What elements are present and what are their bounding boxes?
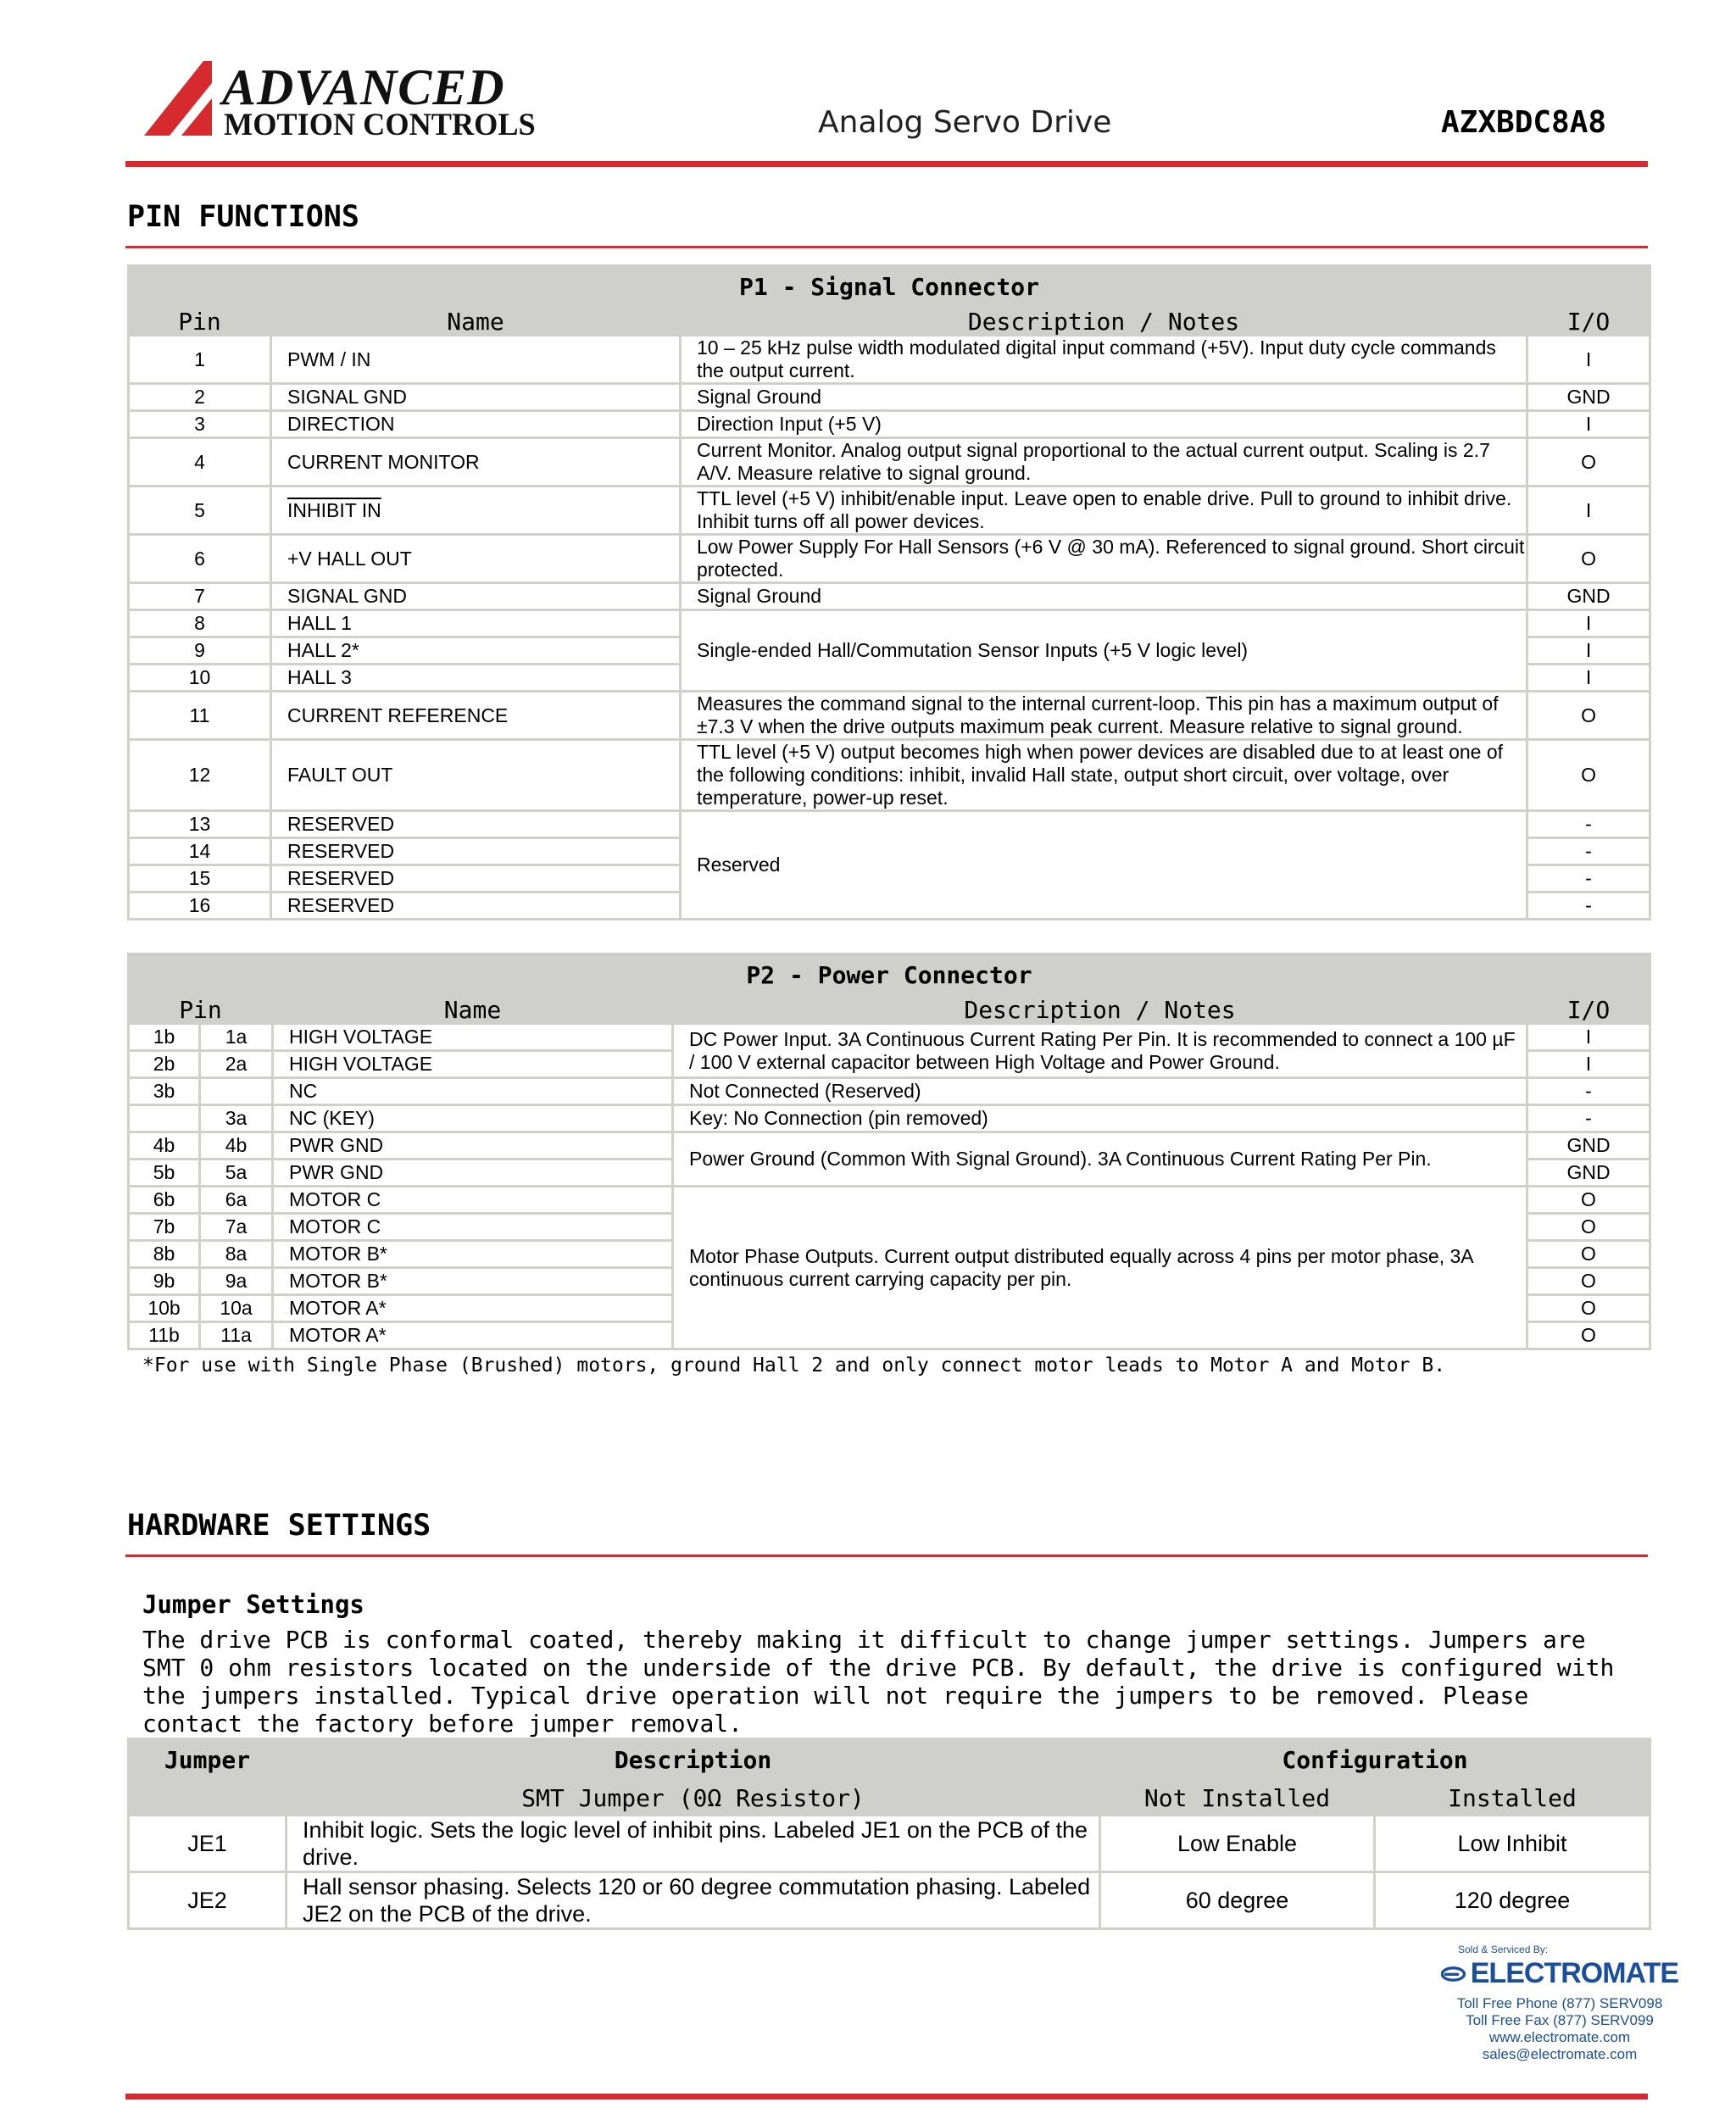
- jumper-cell: JE1: [129, 1816, 287, 1872]
- table-row: [129, 384, 1650, 411]
- io-cell: -: [1527, 1105, 1650, 1132]
- section-title-hardware-settings: HARDWARE SETTINGS: [127, 1509, 431, 1543]
- io-cell: O: [1527, 740, 1650, 811]
- name-cell: RESERVED: [271, 811, 681, 838]
- pin-b-cell: 11b: [129, 1322, 200, 1349]
- inhibit-in-label: INHIBIT IN: [287, 498, 381, 521]
- name-cell: HALL 1: [271, 610, 681, 637]
- description-cell: Signal Ground: [681, 384, 1527, 411]
- jumper-settings-intro: The drive PCB is conformal coated, thereby making it difficult to change jumper settings. Jumpers are SMT 0 ohm resistors located on the underside of the drive PCB. By default, the drive is configured with the jumpers installed. Typical drive operation will not require the jumpers to be removed. Please contact the factory before jumper removal.: [142, 1626, 1615, 1738]
- installed-cell: Low Inhibit: [1375, 1816, 1650, 1872]
- name-cell: MOTOR B*: [273, 1241, 673, 1268]
- io-cell: O: [1527, 692, 1650, 740]
- table-row: [129, 1024, 1650, 1051]
- name-cell: RESERVED: [271, 838, 681, 865]
- pin-cell: 5: [129, 487, 271, 535]
- io-cell: -: [1527, 893, 1650, 920]
- pin-a-cell: 2a: [200, 1051, 273, 1078]
- description-cell: Signal Ground: [681, 583, 1527, 610]
- description-cell: Direction Input (+5 V): [681, 411, 1527, 438]
- column-header-description: Description: [287, 1739, 1100, 1783]
- pin-b-cell: 4b: [129, 1132, 200, 1160]
- table-row: [129, 411, 1650, 438]
- description-cell: Measures the command signal to the internal current-loop. This pin has a maximum output of ±7.3 V when the drive outputs maximum peak current. Measure relative to signal ground.: [681, 692, 1527, 740]
- pin-a-cell: 1a: [200, 1024, 273, 1051]
- io-cell: O: [1527, 535, 1650, 583]
- pin-a-cell: 4b: [200, 1132, 273, 1160]
- pin-cell: 7: [129, 583, 271, 610]
- column-header-description: Description / Notes: [681, 308, 1527, 336]
- description-cell: Not Connected (Reserved): [673, 1078, 1527, 1105]
- name-cell: MOTOR C: [273, 1187, 673, 1214]
- name-cell: PWR GND: [273, 1132, 673, 1160]
- description-cell: Current Monitor. Analog output signal proportional to the actual current output. Scaling is 2.7 A/V. Measure relative to signal ground.: [681, 438, 1527, 487]
- io-cell: O: [1527, 1322, 1650, 1349]
- electromate-swoosh-icon: [1441, 1961, 1466, 1987]
- pin-a-cell: 9a: [200, 1268, 273, 1295]
- description-cell: DC Power Input. 3A Continuous Current Rating Per Pin. It is recommended to connect a 100 µF / 100 V external capacitor between High Voltage and Power Ground.: [673, 1024, 1527, 1078]
- name-cell: MOTOR C: [273, 1214, 673, 1241]
- pin-a-cell: 11a: [200, 1322, 273, 1349]
- pin-b-cell: [129, 1105, 200, 1132]
- io-cell: -: [1527, 1078, 1650, 1105]
- p2-table-title: P2 - Power Connector: [129, 954, 1650, 996]
- distributor-badge: [1441, 1944, 1678, 2063]
- description-cell: TTL level (+5 V) inhibit/enable input. Leave open to enable drive. Pull to ground to inhibit drive. Inhibit turns off all power devices.: [681, 487, 1527, 535]
- io-cell: O: [1527, 1295, 1650, 1322]
- pin-cell: 2: [129, 384, 271, 411]
- io-cell: -: [1527, 811, 1650, 838]
- p2-footnote: *For use with Single Phase (Brushed) motors, ground Hall 2 and only connect motor leads to Motor A and Motor B.: [142, 1354, 1446, 1377]
- table-row: [129, 1078, 1650, 1105]
- table-row: [129, 610, 1650, 637]
- pin-cell: 4: [129, 438, 271, 487]
- pin-a-cell: [200, 1078, 273, 1105]
- distributor-phone: Toll Free Phone (877) SERV098: [1456, 1995, 1663, 2011]
- column-header-configuration: Configuration: [1100, 1739, 1650, 1783]
- name-cell: [271, 487, 681, 535]
- pin-cell: 1: [129, 336, 271, 384]
- io-cell: GND: [1527, 1132, 1650, 1160]
- column-header-io: I/O: [1527, 996, 1650, 1024]
- section-divider: [125, 1554, 1648, 1557]
- name-cell: RESERVED: [271, 865, 681, 893]
- io-cell: GND: [1527, 384, 1650, 411]
- not-installed-cell: Low Enable: [1100, 1816, 1375, 1872]
- description-cell: Inhibit logic. Sets the logic level of inhibit pins. Labeled JE1 on the PCB of the drive.: [287, 1816, 1100, 1872]
- column-subheader-installed: Installed: [1375, 1783, 1650, 1816]
- description-cell: Reserved: [681, 811, 1527, 920]
- pin-cell: 10: [129, 665, 271, 692]
- table-row: [129, 487, 1650, 535]
- pin-cell: 11: [129, 692, 271, 740]
- pin-b-cell: 6b: [129, 1187, 200, 1214]
- io-cell: I: [1527, 1051, 1650, 1078]
- logo-line-1: ADVANCED: [222, 59, 505, 115]
- io-cell: O: [1527, 1268, 1650, 1295]
- section-divider: [125, 246, 1648, 248]
- pin-cell: 8: [129, 610, 271, 637]
- name-cell: FAULT OUT: [271, 740, 681, 811]
- name-cell: MOTOR B*: [273, 1268, 673, 1295]
- jumper-cell: JE2: [129, 1872, 287, 1929]
- column-header-pin: Pin: [129, 308, 271, 336]
- pin-cell: 12: [129, 740, 271, 811]
- table-row: [129, 1816, 1650, 1872]
- company-logo: [144, 61, 568, 146]
- column-header-name: Name: [273, 996, 673, 1024]
- io-cell: I: [1527, 487, 1650, 535]
- name-cell: HALL 3: [271, 665, 681, 692]
- column-header-description: Description / Notes: [673, 996, 1527, 1024]
- name-cell: MOTOR A*: [273, 1295, 673, 1322]
- description-cell: Low Power Supply For Hall Sensors (+6 V @ 30 mA). Referenced to signal ground. Short circuit protected.: [681, 535, 1527, 583]
- name-cell: RESERVED: [271, 893, 681, 920]
- distributor-name: ELECTROMATE: [1470, 1957, 1678, 1989]
- installed-cell: 120 degree: [1375, 1872, 1650, 1929]
- table-row: [129, 336, 1650, 384]
- logo-line-2: MOTION CONTROLS: [224, 108, 536, 142]
- io-cell: I: [1527, 336, 1650, 384]
- column-header-pin: Pin: [129, 996, 273, 1024]
- pin-b-cell: 9b: [129, 1268, 200, 1295]
- header-divider: [125, 161, 1648, 167]
- name-cell: NC (KEY): [273, 1105, 673, 1132]
- description-cell: Key: No Connection (pin removed): [673, 1105, 1527, 1132]
- footer-divider: [125, 2094, 1648, 2100]
- io-cell: O: [1527, 1187, 1650, 1214]
- name-cell: CURRENT REFERENCE: [271, 692, 681, 740]
- table-row: [129, 740, 1650, 811]
- sold-by-label: Sold & Serviced By:: [1458, 1944, 1549, 1955]
- pin-a-cell: 7a: [200, 1214, 273, 1241]
- pin-a-cell: 8a: [200, 1241, 273, 1268]
- description-cell: Hall sensor phasing. Selects 120 or 60 degree commutation phasing. Labeled JE2 on the PCB of the drive.: [287, 1872, 1100, 1929]
- name-cell: PWM / IN: [271, 336, 681, 384]
- distributor-fax: Toll Free Fax (877) SERV099: [1466, 2012, 1654, 2028]
- description-cell: Motor Phase Outputs. Current output distributed equally across 4 pins per motor phase, 3A continuous current carrying capacity per pin.: [673, 1187, 1527, 1349]
- pin-cell: 6: [129, 535, 271, 583]
- pin-cell: 14: [129, 838, 271, 865]
- name-cell: HIGH VOLTAGE: [273, 1051, 673, 1078]
- column-header-jumper: Jumper: [129, 1739, 287, 1783]
- section-title-pin-functions: PIN FUNCTIONS: [127, 200, 359, 234]
- distributor-logo: [1441, 1957, 1678, 1990]
- io-cell: I: [1527, 610, 1650, 637]
- table-row: [129, 811, 1650, 838]
- pin-cell: 3: [129, 411, 271, 438]
- io-cell: I: [1527, 1024, 1650, 1051]
- io-cell: I: [1527, 411, 1650, 438]
- distributor-email-link[interactable]: sales@electromate.com: [1482, 2046, 1638, 2062]
- name-cell: MOTOR A*: [273, 1322, 673, 1349]
- name-cell: DIRECTION: [271, 411, 681, 438]
- description-cell: Power Ground (Common With Signal Ground). 3A Continuous Current Rating Per Pin.: [673, 1132, 1527, 1187]
- pin-b-cell: 1b: [129, 1024, 200, 1051]
- column-header-name: Name: [271, 308, 681, 336]
- distributor-website-link[interactable]: www.electromate.com: [1488, 2029, 1631, 2045]
- document-subtitle: Analog Servo Drive: [818, 105, 1112, 140]
- pin-a-cell: 6a: [200, 1187, 273, 1214]
- name-cell: NC: [273, 1078, 673, 1105]
- pin-b-cell: 8b: [129, 1241, 200, 1268]
- jumper-settings-table: [127, 1738, 1651, 1930]
- name-cell: HALL 2*: [271, 637, 681, 665]
- table-row: [129, 692, 1650, 740]
- table-row: [129, 1105, 1650, 1132]
- column-subheader-smt-jumper: SMT Jumper (0Ω Resistor): [287, 1783, 1100, 1816]
- pin-cell: 13: [129, 811, 271, 838]
- name-cell: SIGNAL GND: [271, 384, 681, 411]
- table-row: [129, 1132, 1650, 1160]
- io-cell: GND: [1527, 1160, 1650, 1187]
- description-cell: Single-ended Hall/Commutation Sensor Inputs (+5 V logic level): [681, 610, 1527, 692]
- io-cell: O: [1527, 1214, 1650, 1241]
- table-row: [129, 438, 1650, 487]
- table-row: [129, 1187, 1650, 1214]
- p1-table-title: P1 - Signal Connector: [129, 266, 1650, 308]
- pin-a-cell: 5a: [200, 1160, 273, 1187]
- name-cell: CURRENT MONITOR: [271, 438, 681, 487]
- p1-signal-connector-table: [127, 264, 1651, 920]
- jumper-settings-heading: Jumper Settings: [142, 1590, 364, 1619]
- name-cell: SIGNAL GND: [271, 583, 681, 610]
- column-header-io: I/O: [1527, 308, 1650, 336]
- model-number: AZXBDC8A8: [1441, 105, 1607, 140]
- io-cell: -: [1527, 838, 1650, 865]
- io-cell: O: [1527, 438, 1650, 487]
- pin-b-cell: 2b: [129, 1051, 200, 1078]
- table-row: [129, 583, 1650, 610]
- io-cell: GND: [1527, 583, 1650, 610]
- io-cell: O: [1527, 1241, 1650, 1268]
- table-row: [129, 1872, 1650, 1929]
- pin-cell: 15: [129, 865, 271, 893]
- column-subheader-blank: [129, 1783, 287, 1816]
- table-row: [129, 535, 1650, 583]
- pin-cell: 9: [129, 637, 271, 665]
- io-cell: I: [1527, 637, 1650, 665]
- name-cell: HIGH VOLTAGE: [273, 1024, 673, 1051]
- pin-a-cell: 10a: [200, 1295, 273, 1322]
- pin-b-cell: 3b: [129, 1078, 200, 1105]
- pin-b-cell: 5b: [129, 1160, 200, 1187]
- column-subheader-not-installed: Not Installed: [1100, 1783, 1375, 1816]
- name-cell: +V HALL OUT: [271, 535, 681, 583]
- p2-power-connector-table: [127, 953, 1651, 1350]
- io-cell: -: [1527, 865, 1650, 893]
- pin-b-cell: 7b: [129, 1214, 200, 1241]
- description-cell: TTL level (+5 V) output becomes high when power devices are disabled due to at least one of the following conditions: inhibit, invalid Hall state, output short circuit, over voltage, over temperature, power-up reset.: [681, 740, 1527, 811]
- io-cell: I: [1527, 665, 1650, 692]
- not-installed-cell: 60 degree: [1100, 1872, 1375, 1929]
- pin-cell: 16: [129, 893, 271, 920]
- description-cell: 10 – 25 kHz pulse width modulated digital input command (+5V). Input duty cycle commands the output current.: [681, 336, 1527, 384]
- name-cell: PWR GND: [273, 1160, 673, 1187]
- pin-b-cell: 10b: [129, 1295, 200, 1322]
- pin-a-cell: 3a: [200, 1105, 273, 1132]
